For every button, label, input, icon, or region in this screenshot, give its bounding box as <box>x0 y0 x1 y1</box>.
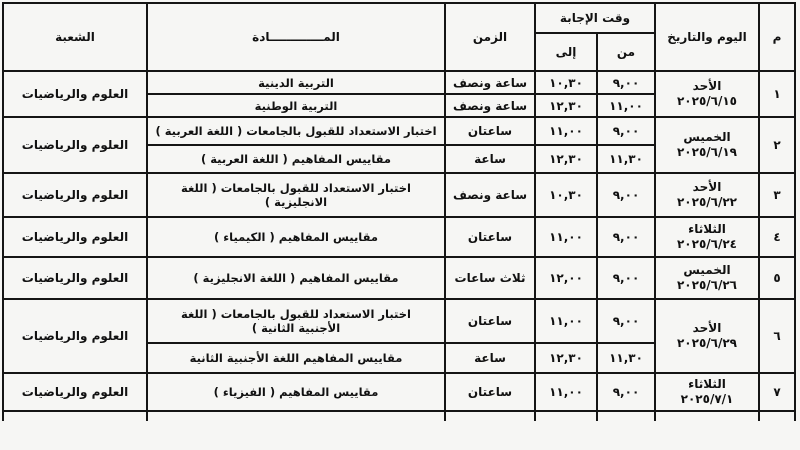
row-day: الأحد <box>692 79 722 93</box>
cell-from: ٩,٠٠ <box>597 257 655 299</box>
cell-duration: ساعتان <box>445 217 535 257</box>
header-duration: الزمن <box>445 3 535 71</box>
row-index: ٤ <box>759 217 795 257</box>
row-day-date <box>655 117 759 173</box>
row-branch: العلوم والرياضيات <box>3 173 147 217</box>
cell-subject: اختبار الاستعداد للقبول بالجامعات ( اللغة العربية ) <box>147 117 445 145</box>
row-day-date <box>655 173 759 217</box>
row-day-date <box>655 299 759 373</box>
cell-from: ١١,٣٠ <box>597 343 655 373</box>
row-index: ٧ <box>759 373 795 411</box>
row-branch: العلوم والرياضيات <box>3 257 147 299</box>
cell-to: ١٢,٣٠ <box>535 343 597 373</box>
row-date: ٢٠٢٥/٦/٢٢ <box>676 195 738 209</box>
row-index: ٣ <box>759 173 795 217</box>
table-row-partial <box>3 411 795 421</box>
table-row <box>3 117 795 145</box>
row-branch: العلوم والرياضيات <box>3 217 147 257</box>
row-day: الخميس <box>683 130 731 144</box>
header-answer-time: وقت الإجابة <box>535 3 655 33</box>
row-day: الأحد <box>692 321 722 335</box>
row-branch: العلوم والرياضيات <box>3 299 147 373</box>
row-day-date <box>655 373 759 411</box>
cell-to: ١٠,٣٠ <box>535 173 597 217</box>
cell-duration: ثلاث ساعات <box>445 257 535 299</box>
cell-subject: التربية الوطنية <box>147 94 445 117</box>
table-row <box>3 71 795 94</box>
row-index: ٢ <box>759 117 795 173</box>
header-index: م <box>759 3 795 71</box>
cell-to: ١٢,٣٠ <box>535 94 597 117</box>
row-branch: العلوم والرياضيات <box>3 373 147 411</box>
cell-subject: مقاييس المفاهيم ( الفيزياء ) <box>147 373 445 411</box>
cell-duration: ساعتان <box>445 373 535 411</box>
row-index: ١ <box>759 71 795 117</box>
cell-from: ٩,٠٠ <box>597 173 655 217</box>
cell-from: ٩,٠٠ <box>597 373 655 411</box>
cell-subject: مقاييس المفاهيم ( اللغة العربية ) <box>147 145 445 173</box>
cell-to: ١١,٠٠ <box>535 373 597 411</box>
cell-subject: اختبار الاستعداد للقبول بالجامعات ( اللغة الأجنبية الثانية ) <box>147 299 445 343</box>
row-day-date <box>655 257 759 299</box>
cell-from: ٩,٠٠ <box>597 117 655 145</box>
row-date: ٢٠٢٥/٦/٢٩ <box>676 336 738 350</box>
row-branch: العلوم والرياضيات <box>3 71 147 117</box>
cell-duration: ساعة ونصف <box>445 94 535 117</box>
cell-to: ١١,٠٠ <box>535 117 597 145</box>
table-row <box>3 217 795 257</box>
table-row <box>3 373 795 411</box>
row-index: ٥ <box>759 257 795 299</box>
row-day-date <box>655 71 759 117</box>
cell-from: ١١,٠٠ <box>597 94 655 117</box>
cell-duration: ساعة <box>445 343 535 373</box>
row-date: ٢٠٢٥/٦/١٩ <box>676 145 738 159</box>
table-row <box>3 257 795 299</box>
row-date: ٢٠٢٥/٧/١ <box>680 392 734 406</box>
row-day-date <box>655 217 759 257</box>
cell-to: ١٢,٣٠ <box>535 145 597 173</box>
cell-to: ١٠,٣٠ <box>535 71 597 94</box>
cell-from: ٩,٠٠ <box>597 299 655 343</box>
cell-duration: ساعتان <box>445 117 535 145</box>
header-subject: المـــــــــــــادة <box>147 3 445 71</box>
row-day: الخميس <box>683 263 731 277</box>
row-branch: العلوم والرياضيات <box>3 117 147 173</box>
row-day: الثلاثاء <box>688 377 726 391</box>
cell-duration: ساعة ونصف <box>445 173 535 217</box>
table-row <box>3 299 795 343</box>
row-day: الثلاثاء <box>688 222 726 236</box>
cell-duration: ساعتان <box>445 299 535 343</box>
cell-from: ٩,٠٠ <box>597 71 655 94</box>
row-date: ٢٠٢٥/٦/٢٤ <box>676 237 738 251</box>
header-branch: الشعبة <box>3 3 147 71</box>
header-to: إلى <box>535 33 597 71</box>
header-day-date: اليوم والتاريخ <box>655 3 759 71</box>
row-date: ٢٠٢٥/٦/٢٦ <box>676 278 738 292</box>
cell-to: ١١,٠٠ <box>535 299 597 343</box>
cell-subject: مقاييس المفاهيم ( الكيمياء ) <box>147 217 445 257</box>
cell-from: ٩,٠٠ <box>597 217 655 257</box>
header-from: من <box>597 33 655 71</box>
cell-subject: اختبار الاستعداد للقبول بالجامعات ( اللغة الانجليزية ) <box>147 173 445 217</box>
row-date: ٢٠٢٥/٦/١٥ <box>676 94 738 108</box>
cell-from: ١١,٣٠ <box>597 145 655 173</box>
cell-to: ١٢,٠٠ <box>535 257 597 299</box>
cell-subject: مقاييس المفاهيم ( اللغة الانجليزية ) <box>147 257 445 299</box>
row-index: ٦ <box>759 299 795 373</box>
cell-subject: مقاييس المفاهيم اللغة الأجنبية الثانية <box>147 343 445 373</box>
row-day: الأحد <box>692 180 722 194</box>
cell-duration: ساعة ونصف <box>445 71 535 94</box>
exam-schedule-table <box>2 2 796 421</box>
table-row <box>3 173 795 217</box>
cell-to: ١١,٠٠ <box>535 217 597 257</box>
cell-subject: التربية الدينية <box>147 71 445 94</box>
cell-duration: ساعة <box>445 145 535 173</box>
